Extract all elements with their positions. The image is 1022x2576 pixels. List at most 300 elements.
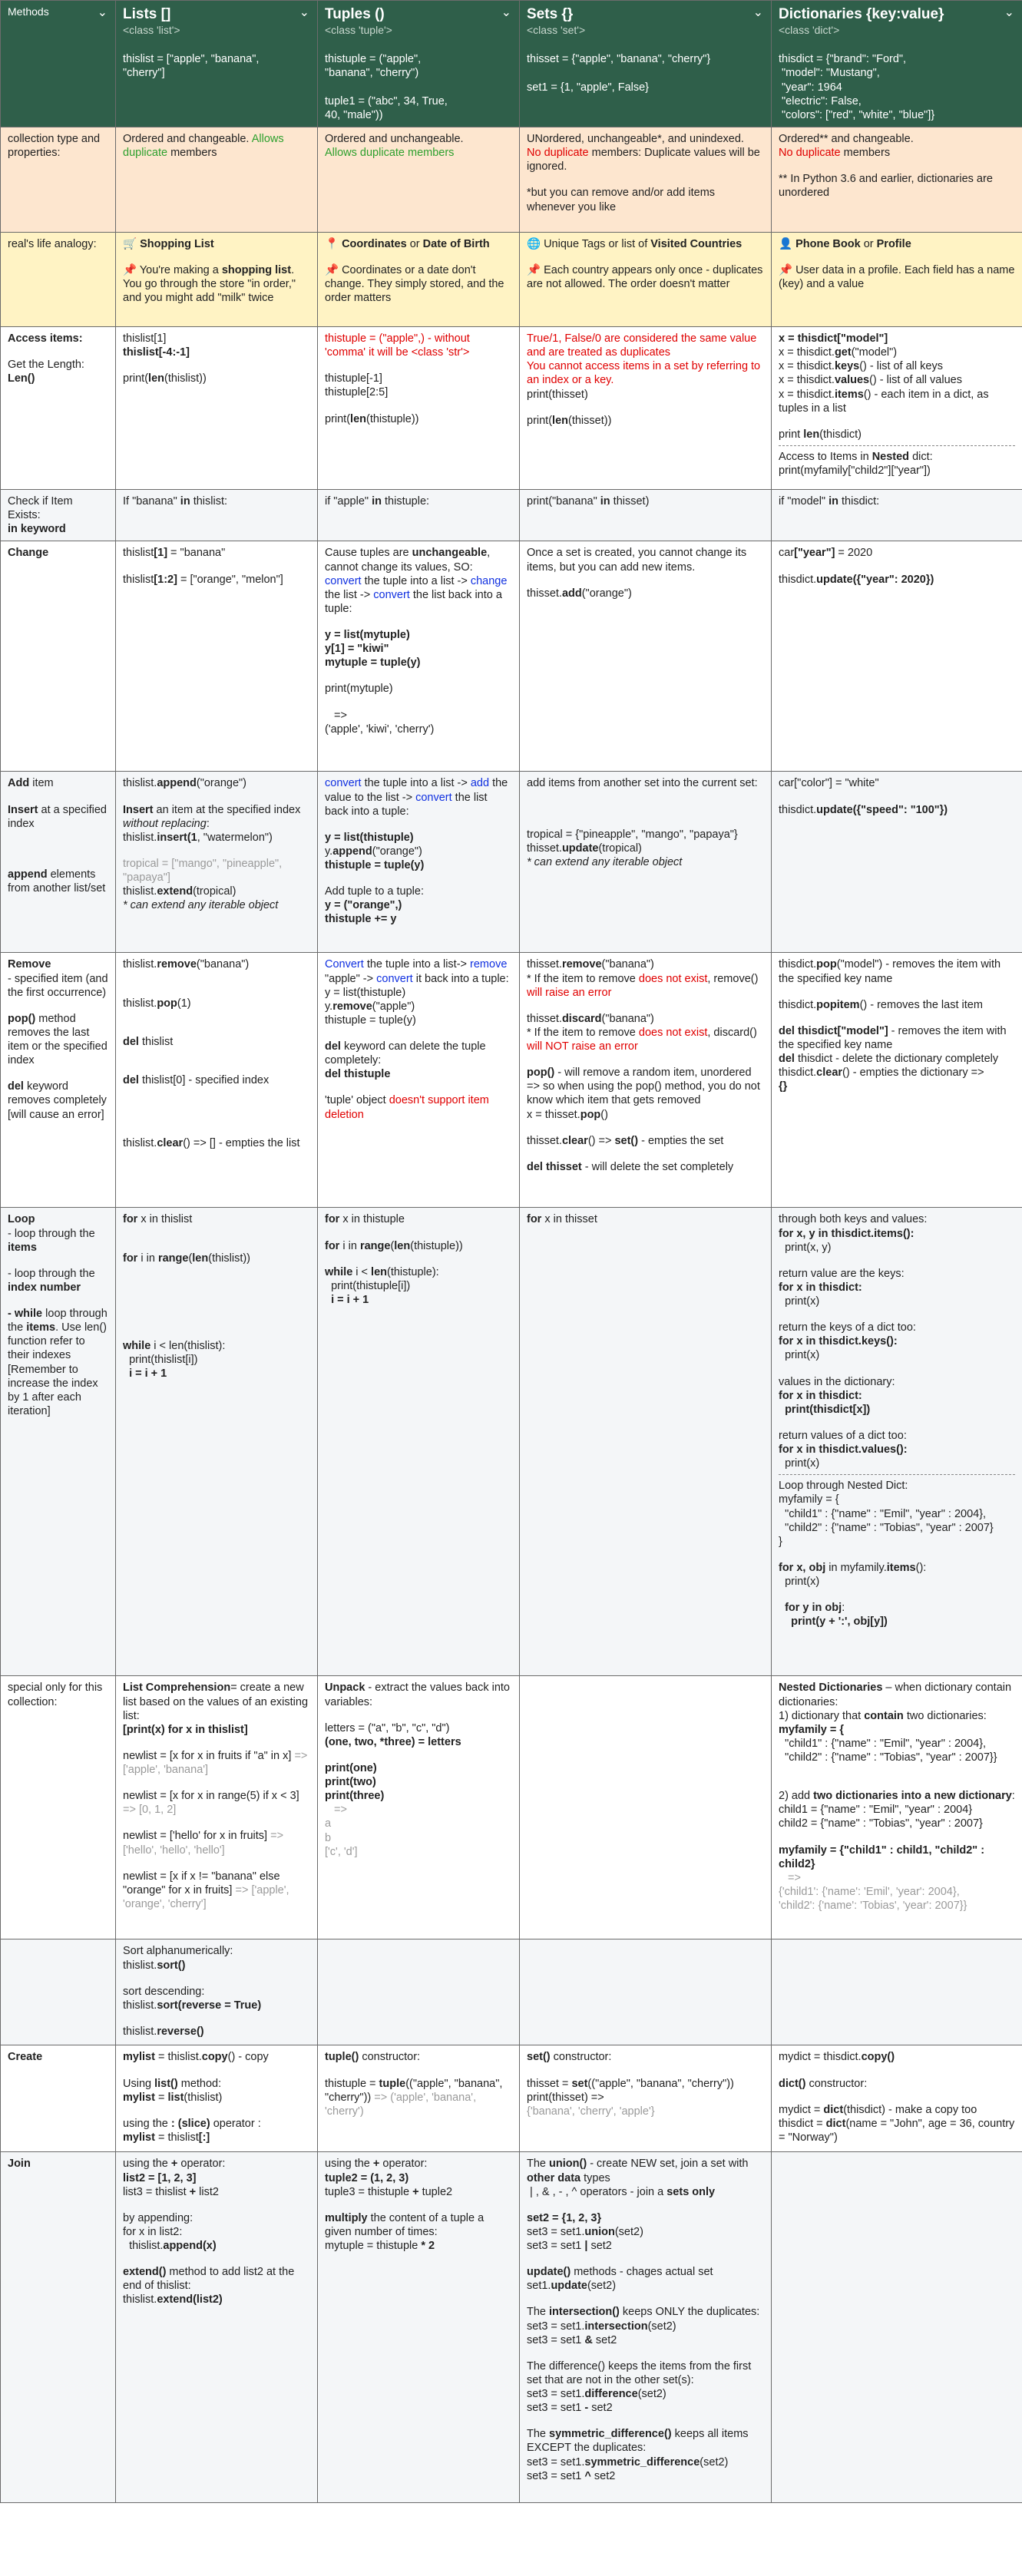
cell-text: for x in thisdict.values(): [779, 1443, 908, 1456]
row-label-text: at a specified index [8, 803, 111, 830]
cell-text: get [834, 346, 852, 359]
cell-text: keys [834, 360, 860, 373]
cell-text: 📌 Each country appears only once - duplicates are not allowed. The order doesn't matter [527, 264, 766, 291]
cell-text: print(mytuple) [325, 683, 393, 696]
cell-text: del [123, 1035, 139, 1048]
chevron-down-icon[interactable]: ⌄ [752, 6, 763, 19]
cell-text: range [157, 1252, 189, 1265]
cell-text: ("orange") [372, 845, 422, 858]
cell-tuples [318, 1676, 520, 1939]
cell-text: convert [325, 574, 362, 587]
row-label-text: elements from another list/set [8, 868, 106, 894]
cell-text: add [561, 587, 582, 600]
row-label-text: index number [8, 1281, 81, 1294]
cell-text: = [154, 2091, 168, 2104]
cell-text: child2 = {"name" : "Tobias", "year" : 2007} [779, 1817, 983, 1830]
cell-text: in [829, 495, 838, 508]
check-row [1, 490, 1022, 541]
cell-text: = 2020 [835, 547, 873, 560]
cell-text: len [371, 1265, 387, 1278]
cell-text: keeps all items EXCEPT the duplicates: [527, 2428, 752, 2455]
cell-text: i in [339, 1239, 360, 1252]
cell-text: thistuple = [325, 2077, 376, 2090]
row-label-text: real's life analogy: [8, 238, 97, 250]
cell-text: set3 = set1 [527, 2333, 582, 2346]
cell-text: method: [180, 2077, 222, 2090]
sets-header[interactable] [520, 1, 772, 127]
cell-text: thislist. [123, 1136, 157, 1149]
row-label-text: - specified item (and the first occurrence) [8, 972, 111, 999]
cell-text: (x) [202, 2240, 217, 2252]
cell-text: {'banana', 'cherry', 'apple'} [527, 2105, 655, 2118]
cell-tuples [318, 1939, 520, 2045]
cell-text: "child1" : {"name" : "Emil", "year" : 2004}, [779, 1737, 987, 1750]
cell-text: contain [864, 1709, 904, 1722]
cell-text: set1. [527, 2280, 551, 2293]
cell-tuples [318, 1208, 520, 1676]
row-label-text: pop() [8, 1012, 36, 1025]
sets-class: <class 'set'> [527, 23, 586, 36]
cell-text: UNordered, unchangeable*, and unindexed. [527, 133, 744, 145]
cell-text: } [779, 1535, 782, 1548]
cell-text: thislist [123, 573, 154, 586]
cell-text: (thisdict) [819, 428, 862, 441]
cell-tuples [318, 541, 520, 772]
cell-text: [:] [198, 2131, 210, 2144]
cell-text: ["year"] [794, 547, 835, 560]
cell-text: newlist = [x for x in range(5) if x < 3] [123, 1790, 299, 1803]
row-label [1, 1208, 116, 1676]
cell-text: len [552, 414, 568, 427]
lists-title: Lists [] [123, 6, 171, 22]
cell-text: thistuple = ("apple",) - without 'comma' it will be <class 'str'> [325, 332, 473, 359]
cell-text: pop [816, 958, 837, 971]
cell-text: = thislist [154, 2131, 199, 2144]
cell-text: x in thislist [137, 1213, 193, 1226]
cell-text: : [842, 1602, 845, 1615]
cell-text: Allows duplicate members [325, 147, 455, 160]
cell-text: print(two) [325, 1776, 376, 1788]
cell-text: remove [157, 958, 197, 971]
row-label [1, 327, 116, 490]
cell-text: using the [325, 2158, 370, 2171]
cell-text: thisset. [527, 1012, 562, 1025]
cell-text: thisdict. [779, 958, 817, 971]
cell-text: - removes the item with the specified key name [779, 1024, 1010, 1051]
row-label [1, 953, 116, 1208]
cell-text: ["color"] [794, 777, 832, 790]
cell-dicts [772, 953, 1022, 1208]
row-label [1, 233, 116, 327]
cell-text: + [409, 2185, 422, 2198]
cell-text: i in [137, 1252, 158, 1265]
cell-text: for x in thisdict: [779, 1389, 862, 1402]
cell-text: through both keys and values: [779, 1213, 928, 1226]
cell-text: the tuple into a list -> [364, 777, 468, 790]
cell-dicts [772, 2152, 1022, 2503]
cell-text: = "white" [832, 777, 879, 790]
cell-text: without replacing [123, 817, 207, 830]
cell-text: thislist. [123, 997, 157, 1010]
cell-text: (1 [187, 831, 197, 844]
cell-text: print(thisset) => [527, 2091, 604, 2104]
cell-text: set2 [595, 2333, 617, 2346]
cell-text: * can extend any iterable object [123, 899, 279, 912]
cell-text: convert [376, 972, 413, 985]
cell-text: "apple" -> [325, 972, 374, 985]
cell-text: (set2) [587, 2280, 617, 2293]
row-label [1, 772, 116, 953]
cell-text: - will remove a random item, unordered => so when using the pop() method, you do not know which item that gets removed [527, 1066, 763, 1107]
cell-text: tuple2 = (1, 2, 3) [325, 2171, 409, 2184]
cell-text: () - list of all keys [859, 360, 943, 373]
cell-text: values in the dictionary: [779, 1375, 895, 1388]
cell-text: two dictionaries into a new dictionary [813, 1790, 1012, 1803]
cell-text: range [359, 1239, 391, 1252]
cell-text: symmetric_difference() [549, 2428, 672, 2441]
row-label-text: Access items: [8, 332, 83, 345]
change-row [1, 541, 1022, 772]
chevron-down-icon[interactable]: ⌄ [1004, 6, 1014, 19]
cell-text: tropical = {"pineapple", "mango", "papaya"} [527, 828, 738, 841]
row-label [1, 1939, 116, 2045]
cell-dicts [772, 127, 1022, 233]
cell-text: = ["orange", "melon"] [177, 573, 283, 586]
cell-text: print( [527, 414, 553, 427]
cell-text: del [123, 1073, 139, 1086]
cell-text: => [334, 1804, 347, 1817]
cell-text: + [186, 2185, 200, 2198]
cell-text: () [177, 1959, 186, 1972]
cell-text: => ('apple', 'banana', 'cherry') [325, 2091, 480, 2118]
row-label [1, 2045, 116, 2152]
row-label-text: special only for this collection: [8, 1682, 103, 1708]
cell-text: myfamily = {"child1" : child1, "child2" : child2} [779, 1844, 988, 1870]
cell-text: x = thisdict. [779, 374, 835, 387]
cell-sets [520, 1208, 772, 1676]
cell-text: keyword can delete the tuple completely: [325, 1040, 489, 1067]
cell-text: for x, y in thisdict.items(): [779, 1227, 915, 1240]
cell-tuples [318, 490, 520, 541]
tuples-header[interactable] [318, 1, 520, 127]
cell-text: ( [177, 1999, 182, 2012]
cell-text: (list2) [193, 2293, 223, 2306]
cell-dicts [772, 1939, 1022, 2045]
add-row [1, 772, 1022, 953]
chevron-down-icon[interactable]: ⌄ [501, 6, 511, 19]
cell-text: operator: [180, 2158, 226, 2171]
row-label-text: - loop through the [8, 1267, 95, 1280]
cell-text: ('apple', 'kiwi', 'cherry') [325, 723, 435, 736]
cell-text: clear [816, 1066, 843, 1080]
row-label-text: Create [8, 2051, 43, 2064]
cell-text: Visited Countries [650, 238, 743, 250]
cell-lists [116, 327, 318, 490]
cell-text: ("banana") [196, 958, 250, 971]
cell-text: will NOT raise an error [527, 1040, 638, 1053]
row-label-text: items [26, 1321, 56, 1334]
cell-text: operator : [213, 2117, 261, 2130]
row-label-text: item [32, 777, 54, 790]
cell-text: mytuple = tuple(y) [325, 656, 421, 670]
cell-text: tuple() [325, 2051, 359, 2064]
cell-text: y = list(thistuple) [325, 986, 406, 999]
cell-text: () => [] - empties the list [183, 1136, 300, 1149]
cell-text: will raise an error [527, 986, 612, 999]
cell-text: 🛒 Shopping List [123, 238, 214, 250]
cell-tuples [318, 233, 520, 327]
cell-text: (tropical) [598, 842, 642, 855]
cell-text: ("banana") [601, 1012, 654, 1025]
cell-text: members: Duplicate values will be ignored. [527, 147, 760, 174]
cell-lists [116, 541, 318, 772]
cell-text: ("orange") [581, 587, 632, 600]
cell-text: set3 = set1 [527, 2402, 582, 2415]
cell-text: i < [352, 1265, 372, 1278]
cell-text: , remove() [707, 972, 759, 985]
tuples-code: thistuple = ("apple", "banana", "cherry") tuple1 = ("abc", 34, True, 40, "male")) [325, 53, 448, 121]
cell-text: print(x) [779, 1576, 820, 1588]
cell-text: or [409, 238, 420, 250]
cell-text: or [863, 238, 874, 250]
cell-text: method to add list2 at the end of thislist: [123, 2266, 298, 2293]
cell-text: 👤 Phone Book [779, 238, 861, 250]
cell-text: remove [332, 1000, 372, 1013]
cell-text: for [325, 1213, 340, 1226]
cell-sets [520, 2152, 772, 2503]
cell-text: dict [825, 2117, 846, 2130]
cell-text: newlist = ['hello' for x in fruits] [123, 1830, 268, 1843]
cell-sets [520, 233, 772, 327]
cell-text: True/1, False/0 are considered the same value and are treated as duplicates [527, 332, 760, 359]
cell-tuples [318, 2045, 520, 2152]
cell-text: & [581, 2333, 596, 2346]
cell-text: operator: [382, 2158, 428, 2171]
cell-text: mylist [123, 2131, 155, 2144]
chevron-down-icon[interactable]: ⌄ [97, 6, 107, 19]
chevron-down-icon[interactable]: ⌄ [299, 6, 309, 19]
cell-text: union [584, 2225, 615, 2238]
cell-text: - [581, 2402, 592, 2415]
cell-text: values [834, 374, 870, 387]
cell-text: print(x, y) [779, 1241, 832, 1254]
cell-text: for [527, 1213, 542, 1226]
cell-text: thislist. [123, 777, 157, 790]
cell-sets [520, 541, 772, 772]
cell-text: doesn't support item deletion [325, 1094, 492, 1121]
cell-text: (("apple", "banana", "cherry")) [325, 2077, 506, 2104]
cell-text: No duplicate [527, 147, 589, 160]
row-label [1, 1676, 116, 1939]
cell-text: => ['apple', 'banana'] [123, 1749, 311, 1776]
dicts-class: <class 'dict'> [779, 23, 840, 36]
cell-text: , "watermelon") [197, 831, 273, 844]
cell-text: list() [154, 2077, 178, 2090]
cell-text: update [551, 2280, 587, 2293]
cell-text: for x in thisdict.keys(): [779, 1335, 898, 1348]
dicts-header[interactable] [772, 1, 1022, 127]
cell-tuples [318, 953, 520, 1208]
cell-text: thisdict. [779, 573, 817, 586]
cell-text: in myfamily. [825, 1561, 887, 1574]
cell-text: = create a new list based on the values of an existing list: [123, 1682, 312, 1722]
cell-text: len [192, 1252, 209, 1265]
special-row [1, 1676, 1022, 1939]
cell-text: thislist[-4:-1] [123, 346, 190, 359]
row-label-text: Get the Length: [8, 359, 84, 372]
cell-text: myfamily = { [779, 1723, 845, 1736]
cell-text: The [527, 2428, 546, 2441]
cell-text: Ordered and unchangeable. [325, 133, 464, 145]
divider [779, 445, 1015, 446]
cell-text: You cannot access items in a set by referring to an index or a key. [527, 360, 764, 387]
methods-header-label: Methods [8, 5, 49, 18]
cell-tuples [318, 772, 520, 953]
cell-text: set3 = set1. [527, 2225, 585, 2238]
cell-text: , discard() [707, 1026, 757, 1039]
cell-text: for y in [779, 1602, 822, 1615]
cell-text: - extract the values back into variables: [325, 1682, 514, 1708]
cell-text: car [779, 547, 795, 560]
cell-text: append [157, 777, 197, 790]
cell-text: (set2) [614, 2225, 643, 2238]
remove-row [1, 953, 1022, 1208]
cell-text: [1:2] [154, 573, 177, 586]
cell-text: Access to Items in [779, 450, 869, 463]
cell-text: print(y + ':', obj[y]) [779, 1615, 888, 1629]
methods-header[interactable] [1, 1, 116, 127]
cell-text: thislist. [123, 1959, 157, 1972]
cell-text: b [325, 1831, 332, 1844]
cell-text: + [170, 2158, 178, 2171]
cell-text: + [372, 2158, 380, 2171]
cell-text: return values of a dict too: [779, 1429, 907, 1442]
cell-text: print(x) [779, 1295, 820, 1308]
cell-text: del [325, 1040, 341, 1053]
row-label-text: in keyword [8, 523, 66, 536]
cell-text: members [843, 147, 891, 160]
cell-text: x = thisset. [527, 1108, 580, 1121]
cell-text: print(x) [779, 1457, 820, 1470]
cell-text: * can extend any iterable object [527, 855, 683, 868]
cell-text: * If the item to remove [527, 972, 636, 985]
cell-text: (1) [177, 997, 191, 1010]
cell-text: *but you can remove and/or add items whenever you like [527, 187, 719, 213]
cell-text: for [325, 1239, 340, 1252]
analogy-row [1, 233, 1022, 327]
cell-text: Nested [872, 450, 910, 463]
cell-text: print(thisset) [527, 388, 588, 401]
cell-text: Loop through Nested Dict: [779, 1480, 908, 1493]
cell-text: does not exist [638, 1026, 708, 1039]
cell-text: * 2 [418, 2240, 435, 2252]
cell-text: copy [201, 2051, 228, 2064]
cell-text: extend [157, 885, 193, 898]
cell-text: reverse [157, 2025, 197, 2038]
row-label-text: collection type and properties: [8, 133, 101, 160]
cell-text: len [803, 428, 820, 441]
cell-text: (thislist)) [164, 372, 207, 385]
cell-text: pop [580, 1108, 601, 1121]
cell-text: extend [157, 2293, 193, 2306]
cell-text: intersection() [549, 2306, 620, 2319]
cell-text: (thisset)) [568, 414, 612, 427]
cell-text: extend() [123, 2266, 167, 2279]
cell-text: thislist. [123, 831, 157, 844]
cell-text: print( [123, 372, 149, 385]
cell-text: update [816, 573, 853, 586]
cell-text: , cannot change its values, SO: [325, 547, 491, 574]
cell-text: ({"speed": "100"}) [852, 803, 948, 816]
row-label-text: loop through the [8, 1308, 111, 1334]
cell-text: "child2" : {"name" : "Tobias", "year" : 2007} [779, 1521, 994, 1534]
cell-text: update [561, 842, 599, 855]
cell-text: set() [614, 1134, 639, 1147]
cell-text: (thistuple)) [366, 412, 419, 425]
cell-sets [520, 1939, 772, 2045]
cell-text: by appending: [123, 2211, 193, 2224]
cell-text: 2) add [779, 1790, 811, 1803]
cell-text: thisset = [527, 2077, 569, 2090]
row-label-text: items [8, 1241, 37, 1254]
cell-text: : [206, 817, 210, 830]
cell-text: y. [325, 1000, 333, 1013]
cell-text: thislist: [193, 495, 228, 508]
cell-text: list [167, 2091, 184, 2104]
cell-text: - create NEW set, join a set with [590, 2158, 749, 2171]
cell-text: print(thistuple[i]) [325, 1279, 411, 1292]
cell-text: popitem [816, 998, 860, 1011]
cell-text: set2 [591, 2402, 613, 2415]
cell-text: append [163, 2240, 203, 2252]
cell-text: items [886, 1561, 916, 1574]
cell-lists [116, 953, 318, 1208]
cell-text: () - each item in a dict, as tuples in a list [779, 388, 992, 415]
cell-text: the list back into a tuple: [325, 588, 502, 615]
cell-dicts [772, 2045, 1022, 2152]
cell-text: thislist. [123, 2025, 157, 2038]
lists-header[interactable] [116, 1, 318, 127]
cell-text: constructor: [362, 2051, 421, 2064]
cell-text: (thisdict) - make a copy too [843, 2103, 977, 2116]
cell-text: (thislist)) [208, 1252, 251, 1265]
cell-text: thisdict = [779, 2117, 823, 2130]
cell-text: The [527, 2306, 546, 2319]
cell-text: - delete the dictionary completely [832, 1053, 999, 1065]
cell-text: (("apple", "banana", "cherry")) [587, 2077, 734, 2090]
cell-text: ( [390, 1239, 395, 1252]
cell-sets [520, 953, 772, 1208]
cell-text: ) [257, 1999, 262, 2012]
cell-text: append [332, 845, 372, 858]
cell-text: Convert [325, 958, 364, 971]
cell-text: symmetric_difference [584, 2455, 700, 2469]
cell-text: (thislist) [184, 2091, 223, 2104]
create-row [1, 2045, 1022, 2152]
cell-text: y. [325, 845, 333, 858]
cell-text: print(one) [325, 1761, 377, 1774]
row-label [1, 541, 116, 772]
row-label [1, 2152, 116, 2503]
cell-text: (set2) [700, 2455, 729, 2469]
cell-text: for x, obj [779, 1561, 826, 1574]
cell-text: del thistuple [325, 1068, 391, 1081]
cell-text: return the keys of a dict too: [779, 1321, 916, 1334]
cell-text: ("banana") [601, 958, 654, 971]
cell-dicts [772, 541, 1022, 772]
cell-text: tuple [379, 2077, 406, 2090]
cell-tuples [318, 2152, 520, 2503]
